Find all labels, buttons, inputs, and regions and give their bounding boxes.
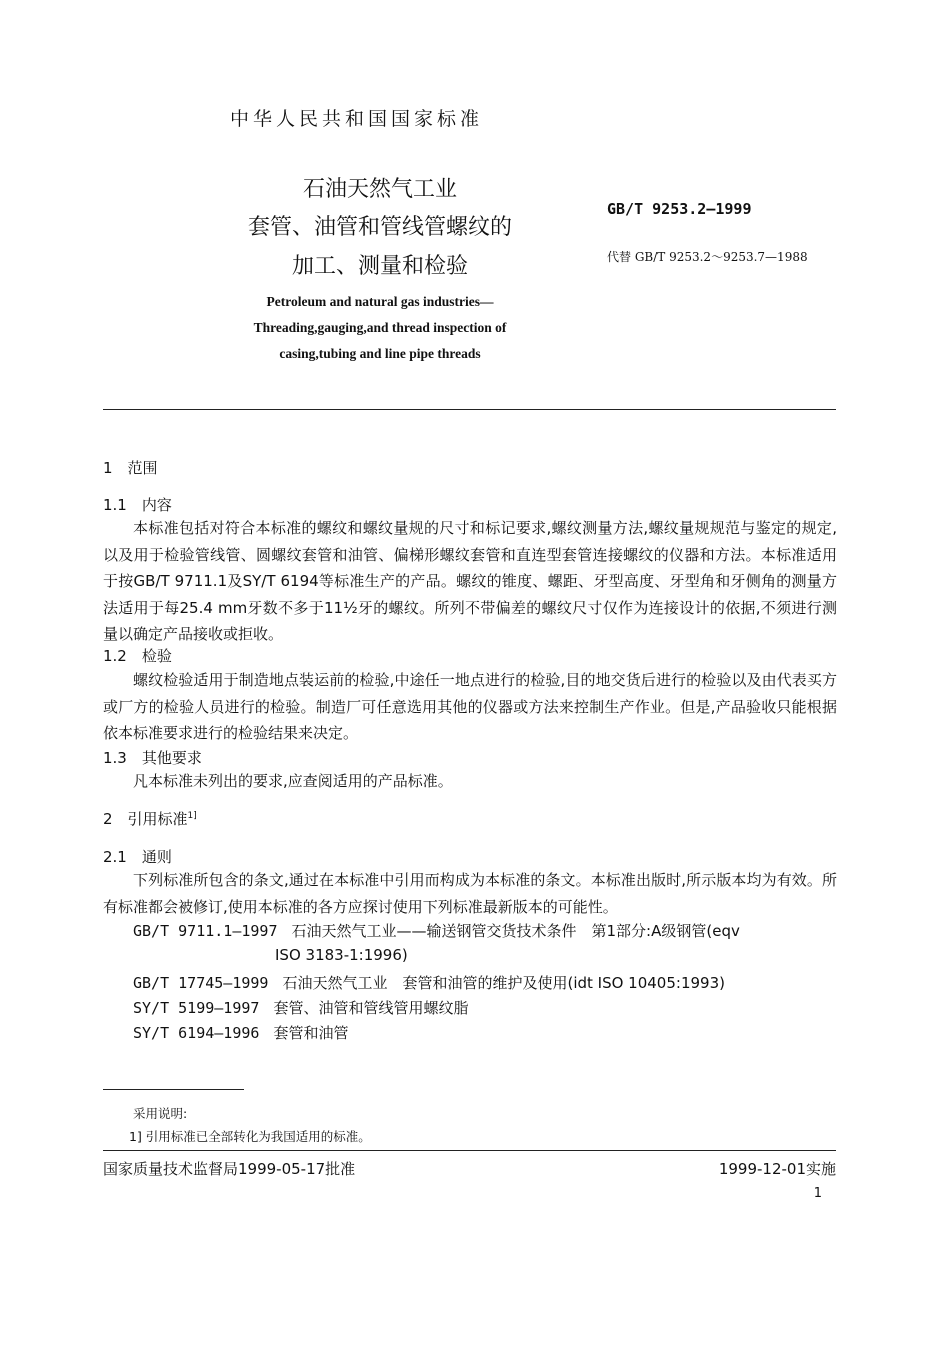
header-divider <box>103 409 836 410</box>
footnote-divider <box>103 1089 244 1090</box>
national-standard-heading: 中华人民共和国国家标准 <box>230 108 484 130</box>
reference-item <box>133 972 725 993</box>
section-2-footnote-mark: 1] <box>187 811 197 821</box>
standard-number: GB/T 9253.2—1999 <box>607 200 752 218</box>
reference-item <box>133 1022 348 1043</box>
reference-title: 套管和油管 <box>273 1024 349 1042</box>
reference-code: GB/T 9711.1—1997 <box>133 922 278 940</box>
reference-item <box>133 920 740 941</box>
footer-divider <box>103 1150 836 1151</box>
title-zh-line-1: 石油天然气工业 <box>302 177 457 202</box>
reference-item-continuation: ISO 3183-1:1996) <box>275 946 408 964</box>
section-2-1-text: 下列标准所包含的条文,通过在本标准中引用而构成为本标准的条文。本标准出版时,所示版本均为有效。所有标准都会被修订,使用本标准的各方应探讨使用下列标准最新版本的可能性。 <box>103 871 837 916</box>
title-zh-line-3: 加工、测量和检验 <box>291 254 468 279</box>
page-number: 1 <box>813 1186 822 1201</box>
title-en-line-3: casing,tubing and line pipe threads <box>279 346 481 361</box>
reference-code: SY/T 6194—1996 <box>133 1024 260 1042</box>
reference-code: GB/T 17745—1999 <box>133 974 269 992</box>
reference-title: 石油天然气工业 套管和油管的维护及使用(idt ISO 10405:1993) <box>282 974 725 992</box>
approval-date: 国家质量技术监督局1999-05-17批准 <box>103 1160 356 1178</box>
implementation-date: 1999-12-01实施 <box>718 1160 836 1178</box>
section-1-heading: 1 范围 <box>103 459 158 477</box>
footnote-text: 1] 引用标准已全部转化为我国适用的标准。 <box>129 1129 371 1144</box>
section-2-heading-text: 2 引用标准 <box>103 810 188 828</box>
section-2-1-heading: 2.1 通则 <box>103 848 172 866</box>
title-en-line-2: Threading,gauging,and thread inspection of <box>253 320 507 335</box>
title-en-line-1: Petroleum and natural gas industries— <box>266 294 494 309</box>
section-1-3-text: 凡本标准未列出的要求,应查阅适用的产品标准。 <box>133 772 453 790</box>
section-1-3-heading: 1.3 其他要求 <box>103 749 202 767</box>
section-1-2-heading: 1.2 检验 <box>103 647 172 665</box>
reference-title: 石油天然气工业——输送钢管交货技术条件 第1部分:A级钢管(eqv <box>291 922 740 940</box>
section-1-1-heading: 1.1 内容 <box>103 496 172 514</box>
reference-title: 套管、油管和管线管用螺纹脂 <box>273 999 469 1017</box>
reference-code: SY/T 5199—1997 <box>133 999 260 1017</box>
section-1-1-text: 本标准包括对符合本标准的螺纹和螺纹量规的尺寸和标记要求,螺纹测量方法,螺纹量规规范与鉴定的规定,以及用于检验管线管、圆螺纹套管和油管、偏梯形螺纹套管和直连型套管连接螺纹的仪器和方法。本标准适用于按GB/T 9711.1及SY/T 6194等标准生产的产品。螺纹的锥度、螺距、牙型高度、牙型角和牙侧角的测量方法适用于每25.4 mm牙数不多于11½牙的螺纹。所列不带偏差的螺纹尺寸仅作为连接设计的依据,不须进行测量以确定产品接收或拒收。 <box>103 519 837 643</box>
reference-item <box>133 997 468 1018</box>
footnote-label: 采用说明: <box>133 1106 188 1121</box>
section-2-heading <box>103 808 197 829</box>
section-1-2-text: 螺纹检验适用于制造地点装运前的检验,中途任一地点进行的检验,目的地交货后进行的检验以及由代表买方或厂方的检验人员进行的检验。制造厂可任意选用其他的仪器或方法来控制生产作业。但是,产品验收只能根据依本标准要求进行的检验结果来决定。 <box>103 671 837 742</box>
title-zh-line-2: 套管、油管和管线管螺纹的 <box>247 215 512 240</box>
replaces-standard: 代替 GB/T 9253.2～9253.7—1988 <box>607 250 808 264</box>
